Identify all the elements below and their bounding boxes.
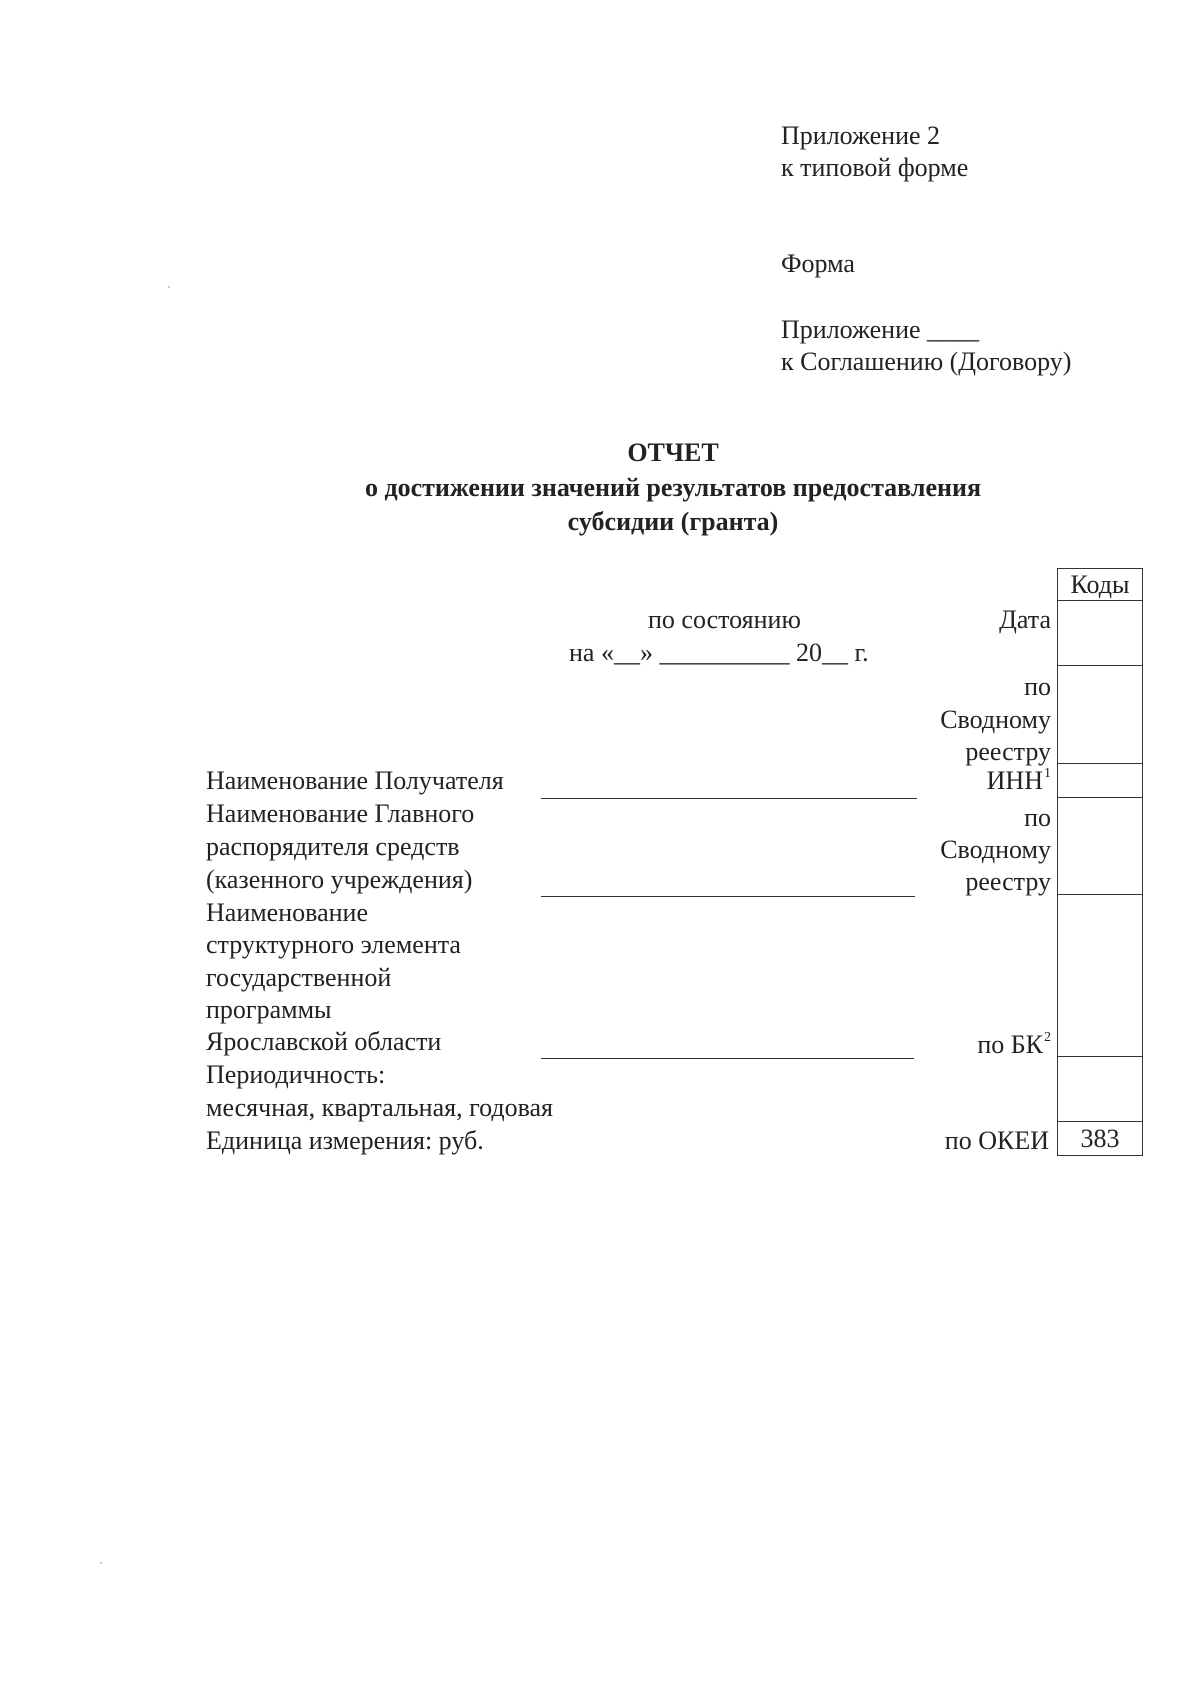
- appendix-reference: к типовой форме: [781, 153, 969, 182]
- report-subtitle: о достижении значений результатов предоставления: [364, 473, 982, 502]
- unit-of-measure: Единица измерения: руб.: [206, 1126, 484, 1155]
- chief-administrator-label-1: Наименование Главного: [206, 799, 475, 828]
- registry2-code-label-2: Сводному: [940, 835, 1051, 864]
- registry-code-label-3: реестру: [965, 737, 1051, 766]
- okei-code-cell: 383: [1058, 1122, 1143, 1156]
- recipient-name-label: Наименование Получателя: [206, 766, 504, 795]
- codes-header: Коды: [1058, 569, 1143, 601]
- report-subtitle-continued: субсидии (гранта): [567, 507, 779, 536]
- inn-footnote-marker: 1: [1044, 766, 1051, 781]
- registry2-code-label-1: по: [1024, 803, 1051, 832]
- report-title: ОТЧЕТ: [627, 438, 719, 467]
- as-of-label: по состоянию: [648, 605, 801, 634]
- inn-code-label: [851, 765, 1051, 802]
- periodicity-values: месячная, квартальная, годовая: [206, 1093, 554, 1122]
- periodicity-label: Периодичность:: [206, 1060, 386, 1089]
- registry-code-label-1: по: [1024, 672, 1051, 701]
- bk-code-cell[interactable]: [1058, 895, 1143, 1057]
- attachment-reference: к Соглашению (Договору): [781, 347, 1072, 376]
- periodicity-code-cell[interactable]: [1058, 1057, 1143, 1122]
- scan-speck: [168, 286, 170, 288]
- appendix-number: Приложение 2: [781, 121, 941, 150]
- date-code-label: Дата: [999, 605, 1051, 634]
- as-of-date: на «__» __________ 20__ г.: [569, 638, 869, 667]
- registry2-code-cell[interactable]: [1058, 798, 1143, 895]
- program-element-label-2: структурного элемента: [206, 930, 461, 959]
- chief-administrator-label-2: распорядителя средств: [206, 832, 460, 861]
- scan-speck: [100, 1562, 102, 1564]
- okei-code-label: по ОКЕИ: [944, 1126, 1049, 1155]
- inn-label-text: ИНН: [986, 766, 1043, 795]
- attachment-number: Приложение ____: [781, 315, 980, 344]
- bk-code-label: [851, 1029, 1051, 1066]
- program-element-label-1: Наименование: [206, 898, 368, 927]
- registry-code-cell[interactable]: [1058, 666, 1143, 764]
- program-element-label-3: государственной: [206, 963, 392, 992]
- program-element-label-4: программы: [206, 995, 332, 1024]
- date-code-cell[interactable]: [1058, 601, 1143, 666]
- inn-code-cell[interactable]: [1058, 764, 1143, 798]
- chief-administrator-label-3: (казенного учреждения): [206, 865, 473, 894]
- registry-code-label-2: Сводному: [940, 705, 1051, 734]
- form-label: Форма: [781, 249, 855, 278]
- program-element-label-5: Ярославской области: [206, 1027, 442, 1056]
- bk-footnote-marker: 2: [1044, 1030, 1051, 1045]
- registry2-code-label-3: реестру: [965, 867, 1051, 896]
- codes-table: [1057, 568, 1143, 1156]
- bk-label-text: по БК: [977, 1030, 1043, 1059]
